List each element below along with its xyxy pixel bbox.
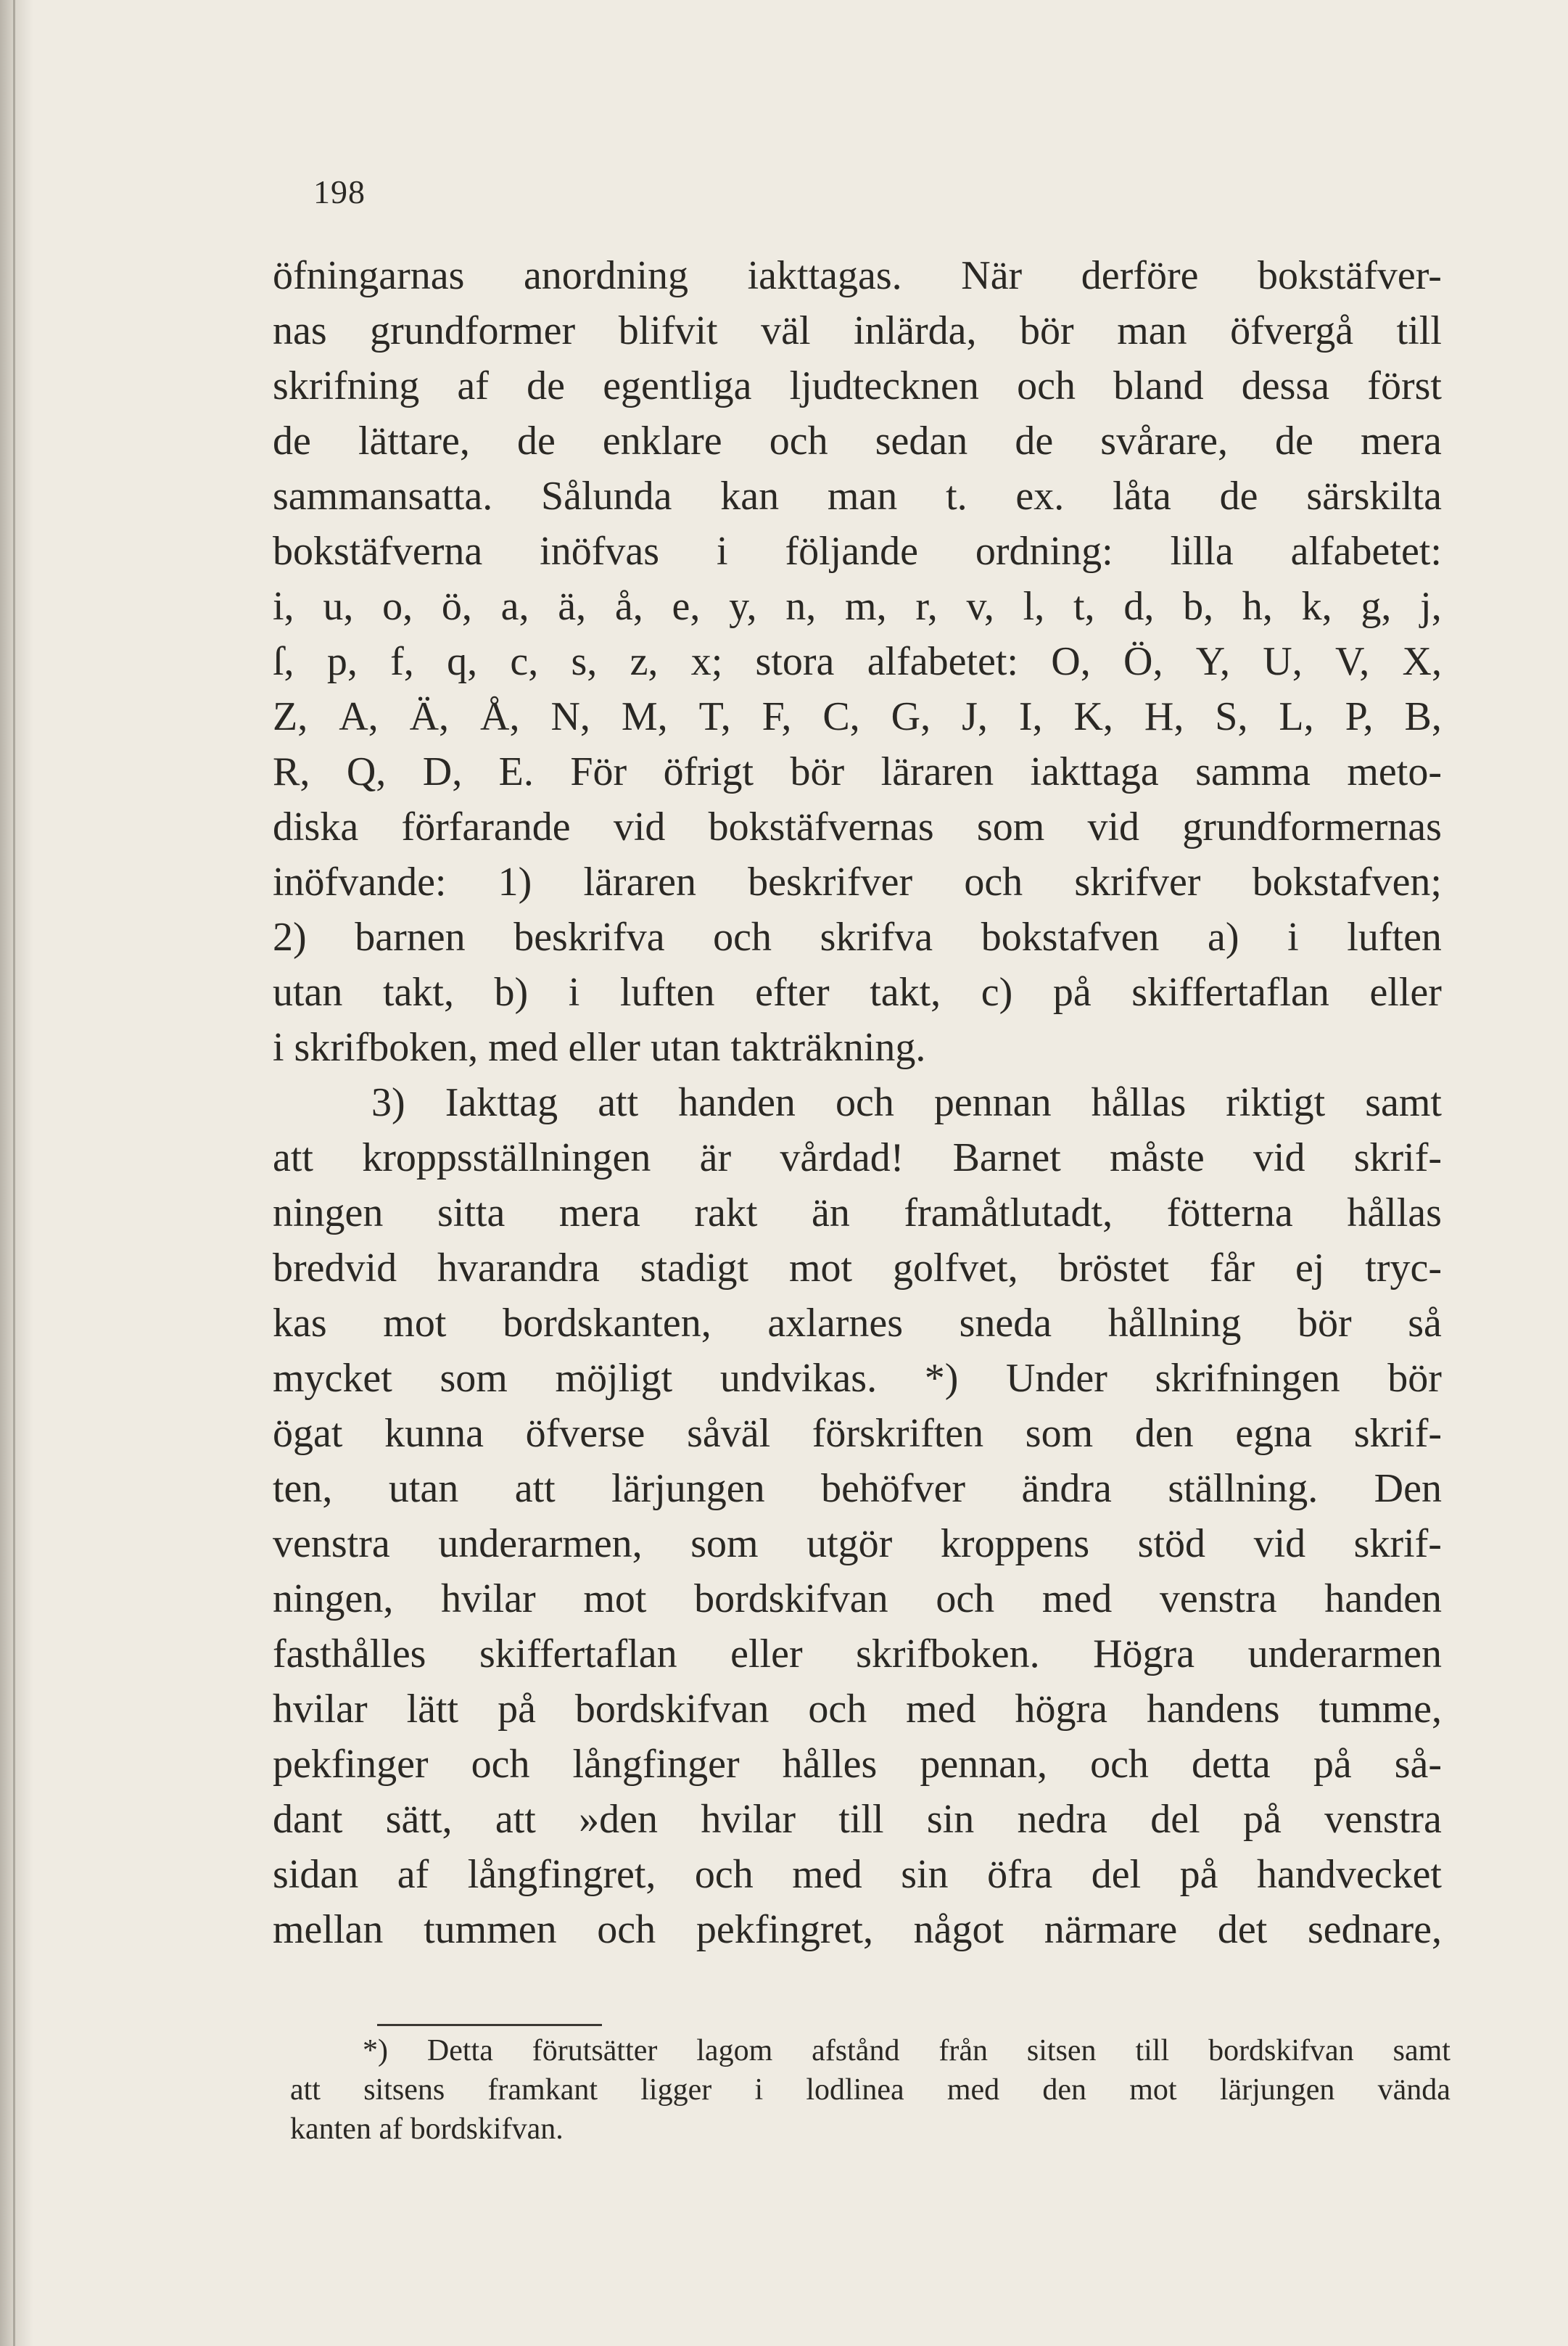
body-text-line: kas mot bordskanten, axlarnes sneda hållning bör så xyxy=(273,1301,1442,1346)
body-text-line: skrifning af de egentliga ljudtecknen och bland dessa först xyxy=(273,363,1442,408)
body-text xyxy=(273,248,1442,1957)
body-text-line: bredvid hvarandra stadigt mot golfvet, bröstet får ej tryc- xyxy=(273,1246,1442,1291)
footnote-line: att sitsens framkant ligger i lodlinea med den mot lärjungen vända xyxy=(290,2073,1451,2107)
body-text-line: Z, A, Ä, Å, N, M, T, F, C, G, J, I, K, H, S, L, P, B, xyxy=(273,694,1442,739)
footnote-line: kanten af bordskifvan. xyxy=(290,2112,564,2146)
page-number: 198 xyxy=(313,173,366,210)
body-text-line: utan takt, b) i luften efter takt, c) på skiffertaflan eller xyxy=(273,970,1442,1015)
body-text-line: diska förfarande vid bokstäfvernas som vid grundformernas xyxy=(273,804,1442,849)
body-text-line: mycket som möjligt undvikas. *) Under skrifningen bör xyxy=(273,1356,1442,1401)
body-text-line: dant sätt, att »den hvilar till sin nedra del på venstra xyxy=(273,1797,1442,1842)
body-text-line: bokstäfverna inöfvas i följande ordning: lilla alfabetet: xyxy=(273,529,1442,574)
body-text-line: i skrifboken, med eller utan takträkning. xyxy=(273,1025,926,1070)
page-binding-edge xyxy=(0,0,33,2346)
body-text-line: ningen sitta mera rakt än framåtlutadt, fötterna hållas xyxy=(273,1190,1442,1235)
body-text-line: 3) Iakttag att handen och pennan hållas riktigt samt xyxy=(371,1080,1442,1125)
body-text-line: de lättare, de enklare och sedan de svårare, de mera xyxy=(273,419,1442,464)
body-text-line: pekfinger och långfinger hålles pennan, och detta på så- xyxy=(273,1742,1442,1787)
body-text-line: öfningarnas anordning iakttagas. När derföre bokstäfver- xyxy=(273,253,1442,298)
body-text-line: fasthålles skiffertaflan eller skrifboken. Högra underarmen xyxy=(273,1631,1442,1676)
footnote xyxy=(290,2031,1451,2149)
body-text-line: ningen, hvilar mot bordskifvan och med venstra handen xyxy=(273,1576,1442,1621)
body-text-line: venstra underarmen, som utgör kroppens stöd vid skrif- xyxy=(273,1521,1442,1566)
body-text-line: att kroppsställningen är vårdad! Barnet måste vid skrif- xyxy=(273,1135,1442,1180)
footnote-rule xyxy=(377,2024,602,2026)
body-text-line: ſ, p, f, q, c, s, z, x; stora alfabetet: O, Ö, Y, U, V, X, xyxy=(273,639,1442,684)
body-text-line: inöfvande: 1) läraren beskrifver och skrifver bokstafven; xyxy=(273,860,1442,905)
body-text-line: sammansatta. Sålunda kan man t. ex. låta de särskilta xyxy=(273,474,1442,519)
body-text-line: sidan af långfingret, och med sin öfra del på handvecket xyxy=(273,1852,1442,1897)
body-text-line: R, Q, D, E. För öfrigt bör läraren iakttaga samma meto- xyxy=(273,749,1442,794)
body-text-line: nas grundformer blifvit väl inlärda, bör man öfvergå till xyxy=(273,308,1442,353)
body-text-line: 2) barnen beskrifva och skrifva bokstafven a) i luften xyxy=(273,915,1442,960)
body-text-line: hvilar lätt på bordskifvan och med högra handens tumme, xyxy=(273,1687,1442,1732)
body-text-line: ögat kunna öfverse såväl förskriften som den egna skrif- xyxy=(273,1411,1442,1456)
body-text-line: mellan tummen och pekfingret, något närmare det sednare, xyxy=(273,1907,1442,1952)
body-text-line: ten, utan att lärjungen behöfver ändra ställning. Den xyxy=(273,1466,1442,1511)
body-text-line: i, u, o, ö, a, ä, å, e, y, n, m, r, v, l, t, d, b, h, k, g, j, xyxy=(273,584,1442,629)
footnote-line: *) Detta förutsätter lagom afstånd från sitsen till bordskifvan samt xyxy=(363,2034,1451,2067)
